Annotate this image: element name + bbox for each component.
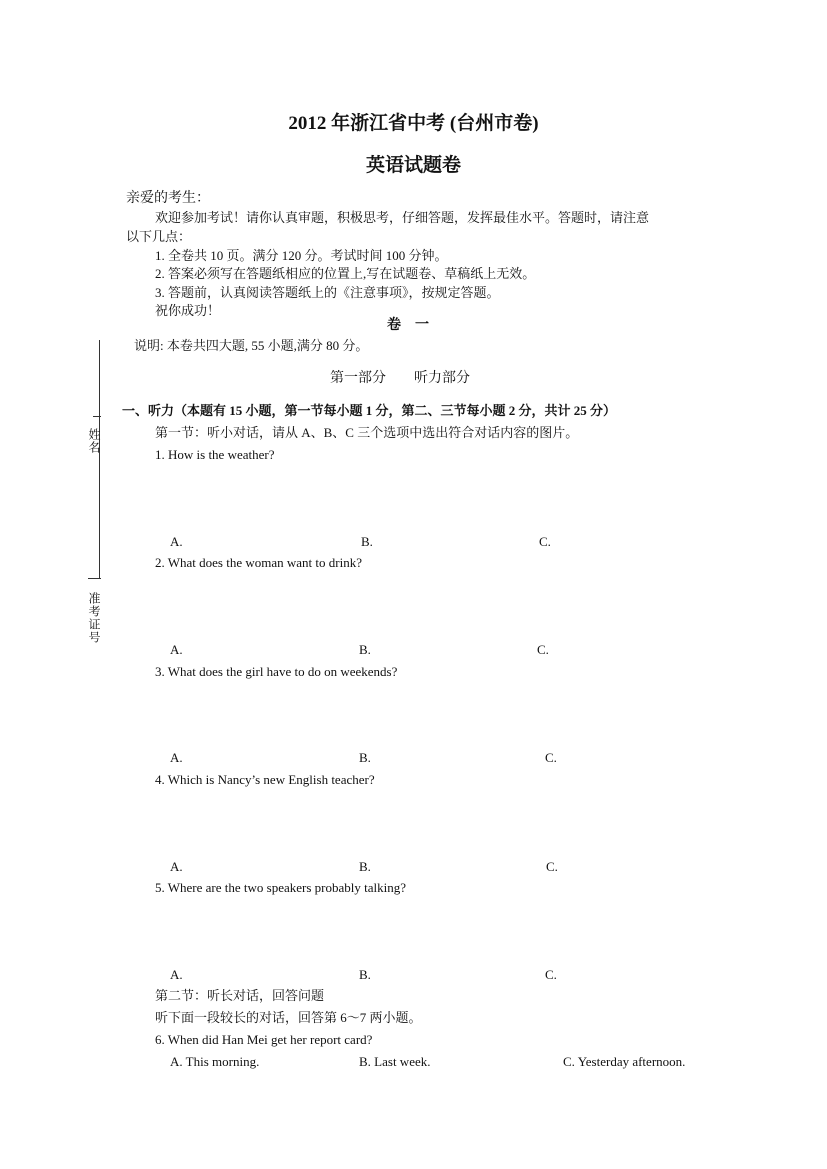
q5-option-a: A. [170, 967, 183, 982]
q2-option-b: B. [359, 642, 371, 657]
name-underline [93, 416, 101, 417]
q3-option-a: A. [170, 750, 183, 765]
note-3: 3. 答题前，认真阅读答题纸上的《注意事项》，按规定答题。 [155, 285, 500, 300]
question-5: 5. Where are the two speakers probably talking? [155, 880, 406, 895]
intro-line-2: 以下几点： [126, 229, 192, 244]
volume-heading: 卷 一 [387, 318, 429, 333]
q1-option-a: A. [170, 534, 183, 549]
margin-line [99, 340, 100, 578]
greeting: 亲爱的考生： [126, 191, 210, 206]
q5-option-b: B. [359, 967, 371, 982]
page-title: 2012 年浙江省中考 (台州市卷) [288, 113, 539, 134]
q2-option-a: A. [170, 642, 183, 657]
wish: 祝你成功！ [155, 303, 221, 318]
intro-line-1: 欢迎参加考试！请你认真审题，积极思考，仔细答题，发挥最佳水平。答题时，请注意 [155, 210, 650, 225]
exam-id-underline [88, 578, 101, 579]
section1-instructions: 第一节：听小对话，请从 A、B、C 三个选项中选出符合对话内容的图片。 [155, 425, 579, 440]
question-2: 2. What does the woman want to drink? [155, 555, 362, 570]
name-label: 姓名 [87, 428, 101, 454]
q3-option-b: B. [359, 750, 371, 765]
section-heading: 一、听力（本题有 15 小题，第一节每小题 1 分，第二、三节每小题 2 分，共计 25 分） [122, 403, 617, 418]
section2-instructions: 听下面一段较长的对话，回答第 6～7 两小题。 [155, 1010, 422, 1025]
section2-title: 第二节：听长对话，回答问题 [155, 988, 325, 1003]
q6-option-b: B. Last week. [359, 1054, 431, 1069]
question-6: 6. When did Han Mei get her report card? [155, 1032, 373, 1047]
page-subtitle: 英语试题卷 [365, 155, 461, 176]
q1-option-b: B. [361, 534, 373, 549]
q1-option-c: C. [539, 534, 551, 549]
q2-option-c: C. [537, 642, 549, 657]
volume-note: 说明: 本卷共四大题, 55 小题,满分 80 分。 [134, 338, 369, 353]
q6-option-c: C. Yesterday afternoon. [563, 1054, 686, 1069]
q6-option-a: A. This morning. [170, 1054, 260, 1069]
question-1: 1. How is the weather? [155, 447, 275, 462]
note-1: 1. 全卷共 10 页。满分 120 分。考试时间 100 分钟。 [155, 248, 448, 263]
exam-id-label: 准考证号 [87, 592, 101, 644]
note-2: 2. 答案必须写在答题纸相应的位置上,写在试题卷、草稿纸上无效。 [155, 266, 536, 281]
question-4: 4. Which is Nancy’s new English teacher? [155, 772, 375, 787]
q5-option-c: C. [545, 967, 557, 982]
q4-option-a: A. [170, 859, 183, 874]
question-3: 3. What does the girl have to do on weekends? [155, 664, 398, 679]
q3-option-c: C. [545, 750, 557, 765]
q4-option-b: B. [359, 859, 371, 874]
q4-option-c: C. [546, 859, 558, 874]
part-title: 第一部分 听力部分 [330, 371, 470, 386]
